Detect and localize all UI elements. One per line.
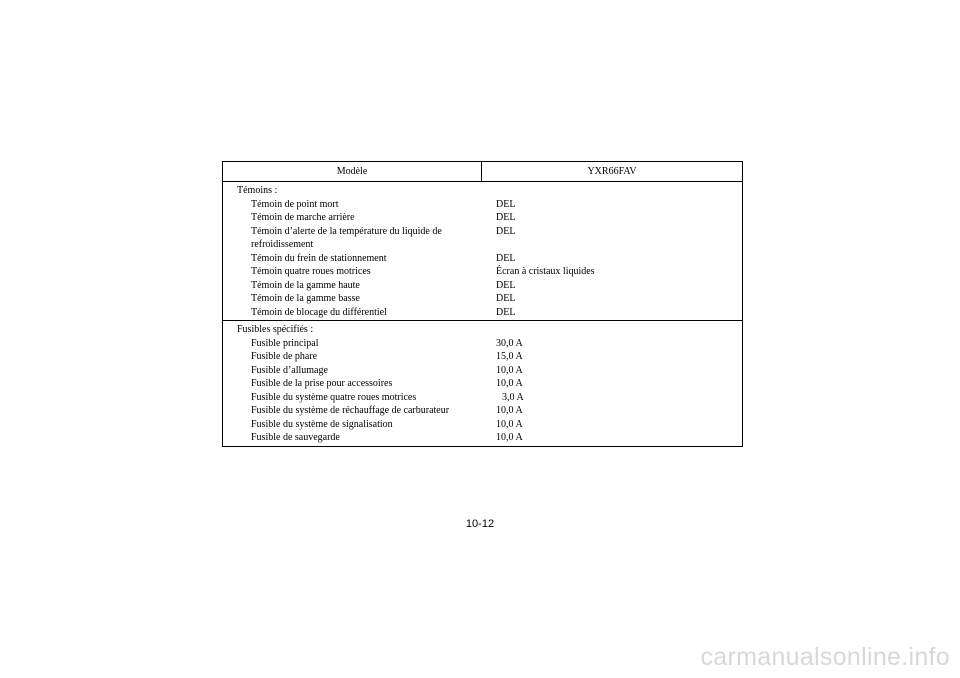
table-row (223, 265, 742, 279)
row-label: Fusible principal (251, 337, 319, 349)
row-value: 3,0 A (502, 391, 524, 403)
row-value: DEL (496, 306, 516, 318)
table-row (223, 364, 742, 378)
table-row (223, 391, 742, 405)
row-label: Fusible du système de signalisation (251, 418, 393, 430)
row-label: Fusible de sauvegarde (251, 432, 340, 443)
table-row (223, 225, 742, 252)
row-label: Témoin quatre roues motrices (251, 266, 371, 277)
row-value: DEL (496, 252, 516, 264)
row-value: 10,0 A (496, 432, 523, 443)
row-value: Écran à cristaux liquides (496, 266, 595, 277)
spec-table (222, 161, 743, 447)
row-label: Fusible de la prise pour accessoires (251, 378, 393, 389)
row-value: DEL (496, 198, 516, 210)
table-row (223, 252, 742, 266)
table-row (223, 431, 742, 445)
row-label: Témoin de marche arrière (251, 212, 355, 223)
row-label: Témoin de la gamme haute (251, 279, 360, 291)
header-model-label: Modèle (223, 162, 482, 181)
table-row (223, 198, 742, 212)
header-model-value: YXR66FAV (587, 165, 637, 177)
row-value: 10,0 A (496, 364, 523, 376)
row-value: 10,0 A (496, 378, 523, 389)
row-value: 10,0 A (496, 405, 523, 416)
row-value: DEL (496, 293, 516, 304)
row-label: Fusible du système quatre roues motrices (251, 391, 417, 403)
table-row (223, 337, 742, 351)
row-label: Fusible du système de réchauffage de carburateur (251, 405, 450, 416)
row-label: Fusible de phare (251, 351, 318, 362)
section-indicators (223, 182, 742, 320)
section-fuses (223, 320, 742, 446)
row-value: 30,0 A (496, 337, 523, 349)
table-row (223, 377, 742, 391)
row-value: DEL (496, 279, 516, 291)
page-number: 10-12 (465, 518, 495, 530)
table-row (223, 404, 742, 418)
row-label: Témoin d’alerte de la température du liquide de refroidissement (251, 225, 442, 250)
table-row (223, 279, 742, 293)
row-label: Fusible d’allumage (251, 364, 328, 376)
table-row (223, 350, 742, 364)
table-row (223, 292, 742, 306)
row-value: 10,0 A (496, 418, 523, 430)
row-label: Témoin du frein de stationnement (251, 252, 387, 264)
section-title: Fusibles spécifiés : (237, 324, 314, 335)
section-title: Témoins : (237, 185, 278, 196)
row-label: Témoin de point mort (251, 198, 339, 210)
row-label: Témoin de la gamme basse (251, 293, 360, 304)
table-row (223, 418, 742, 432)
watermark: carmanualsonline.info (700, 643, 950, 671)
row-label: Témoin de blocage du différentiel (251, 306, 387, 318)
row-value: 15,0 A (496, 351, 523, 362)
row-value: DEL (496, 225, 516, 237)
table-row (223, 306, 742, 320)
table-header-row (223, 162, 742, 182)
table-row (223, 211, 742, 225)
row-value: DEL (496, 212, 516, 223)
